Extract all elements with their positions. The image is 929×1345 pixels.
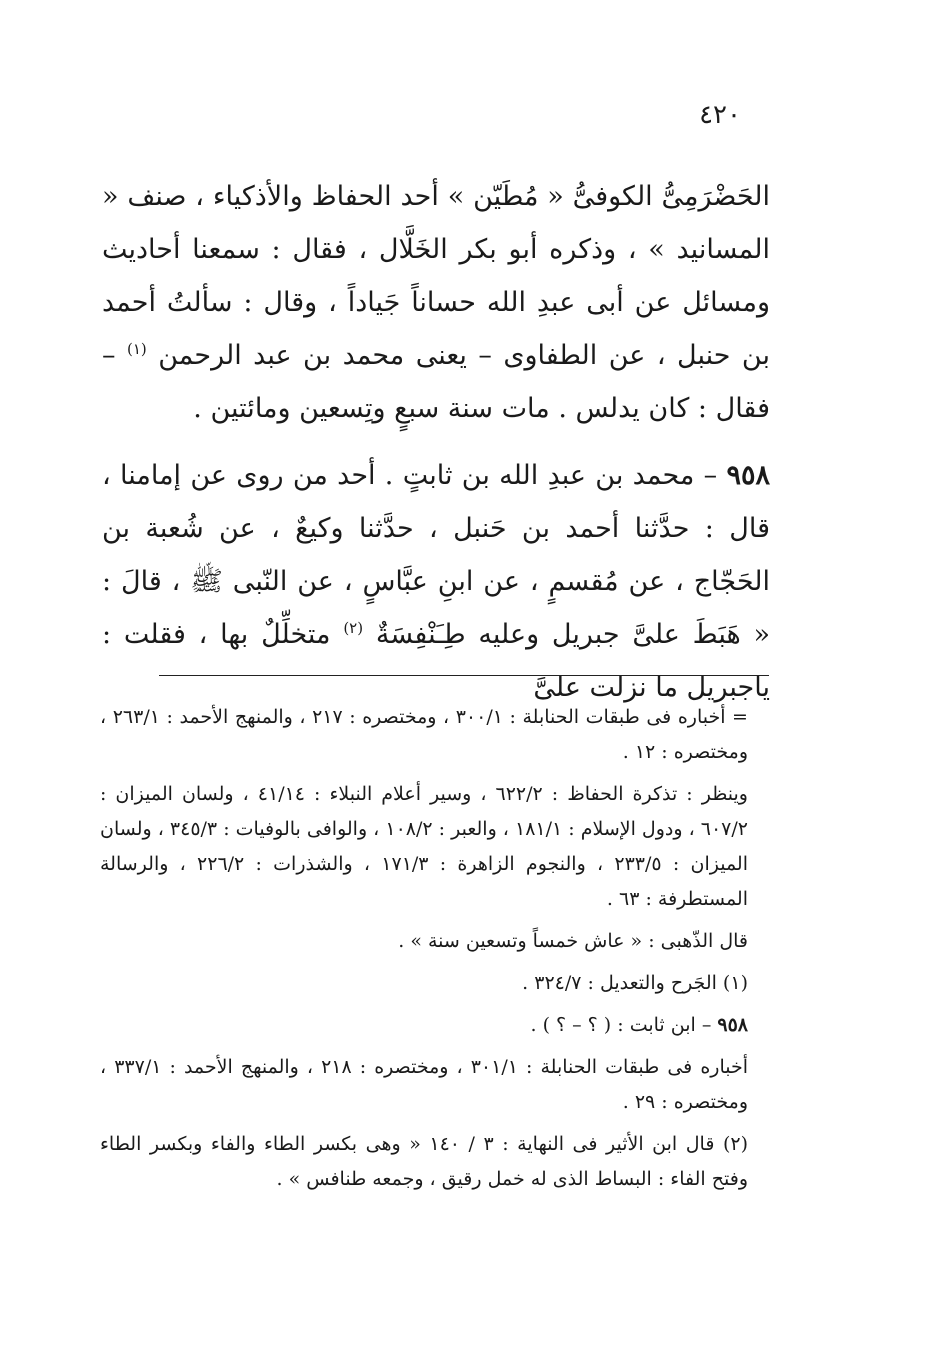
- footnote-2: (٢) قال ابن الأثير فى النهاية : ٣ / ١٤٠ « وهى بكسر الطاء والفاء وبكسر الطاء وفتح الفاء : البساط الذى له خمل رقيق ، وجمعه طنافس » .: [100, 1133, 748, 1190]
- footnote-sources: وينظر : تذكرة الحفاظ : ٦٢٢/٢ ، وسير أعلام النبلاء : ٤١/١٤ ، ولسان الميزان : ٦٠٧/٢ ، ودول الإسلام : ١٨١/١ ، والعبر : ١٠٨/٢ ، والوافى بالوفيات : ٣٤٥/٣ ، ولسان الميزان : ٢٣٣/٥ ، والنجوم الزاهرة : ١٧١/٣ ، والشذرات : ٢٢٦/٢ ، والرسالة المستطرفة : ٦٣ .: [100, 783, 748, 910]
- footnote-1: (١) الجَرح والتعديل : ٣٢٤/٧ .: [522, 972, 748, 994]
- footnote-entry-text: – ابن ثابت : ( ؟ – ؟ ) .: [530, 1014, 712, 1036]
- page-number: ٤٢٠: [699, 100, 741, 130]
- footnote-entry-number: ٩٥٨: [717, 1014, 748, 1036]
- paragraph-2-text-a: – محمد بن عبدِ الله بن ثابتٍ . أحد من روى عن إمامنا ، قال : حدَّثنا أحمد بن حَنبل ، حدَّثنا وكيعٌ ، عن شُعبة بن الحَجّاج ، عن مُقسمٍ ، عن ابنِ عبَّاسٍ ، عن النّبى ﷺ ، قالَ : « هَبَطَ علىَّ جبريل وعليه طِـَنْفِسَةٌ: [102, 460, 770, 650]
- paragraph-1-text-a: الحَضْرَمِىُّ الكوفىُّ « مُطَيّن » أحد الحفاظ والأذكياء ، صنف « المسانيد » ، وذكره أبو بكر الخَلَّال ، فقال : سمعنا أحاديث ومسائل عن أبى عبدِ الله حساناً جَياداً ، وقال : سألتُ أحمد بن حنبل ، عن الطفاوى – يعنى محمد بن عبد الرحمن: [102, 181, 770, 371]
- footnotes: [100, 700, 772, 1204]
- footnote-dhahabi: قال الذّهبى : « عاش خمساً وتسعين سنة » .: [398, 930, 748, 952]
- paragraph-1-text-b: – فقال : كان يدلس . مات سنة سبعٍ وتِسعين ومائتين .: [102, 340, 770, 424]
- entry-number: ٩٥٨: [726, 460, 770, 491]
- main-text: [102, 170, 770, 714]
- footnote-ref-1[interactable]: (١): [126, 340, 147, 358]
- paragraph-1: [102, 170, 770, 435]
- paragraph-2-text-b: متخلِّلٌ بها ، فقلت : ياجبريل ما نزلت علىَّ: [102, 619, 770, 703]
- footnote-entry-958-sources: أخباره فى طبقات الحنابلة : ٣٠١/١ ، ومختصره : ٢١٨ ، والمنهج الأحمد : ٣٣٧/١ ، ومختصره : ٢٩ .: [100, 1056, 748, 1113]
- footnote-ref-2[interactable]: (٢): [343, 619, 364, 637]
- footnote-entry-958: [100, 1008, 772, 1043]
- footnote-continued: = أخباره فى طبقات الحنابلة : ٣٠٠/١ ، ومختصره : ٢١٧ ، والمنهج الأحمد : ٢٦٣/١ ، ومختصره : ١٢ .: [100, 706, 748, 763]
- footnote-divider: [159, 675, 769, 676]
